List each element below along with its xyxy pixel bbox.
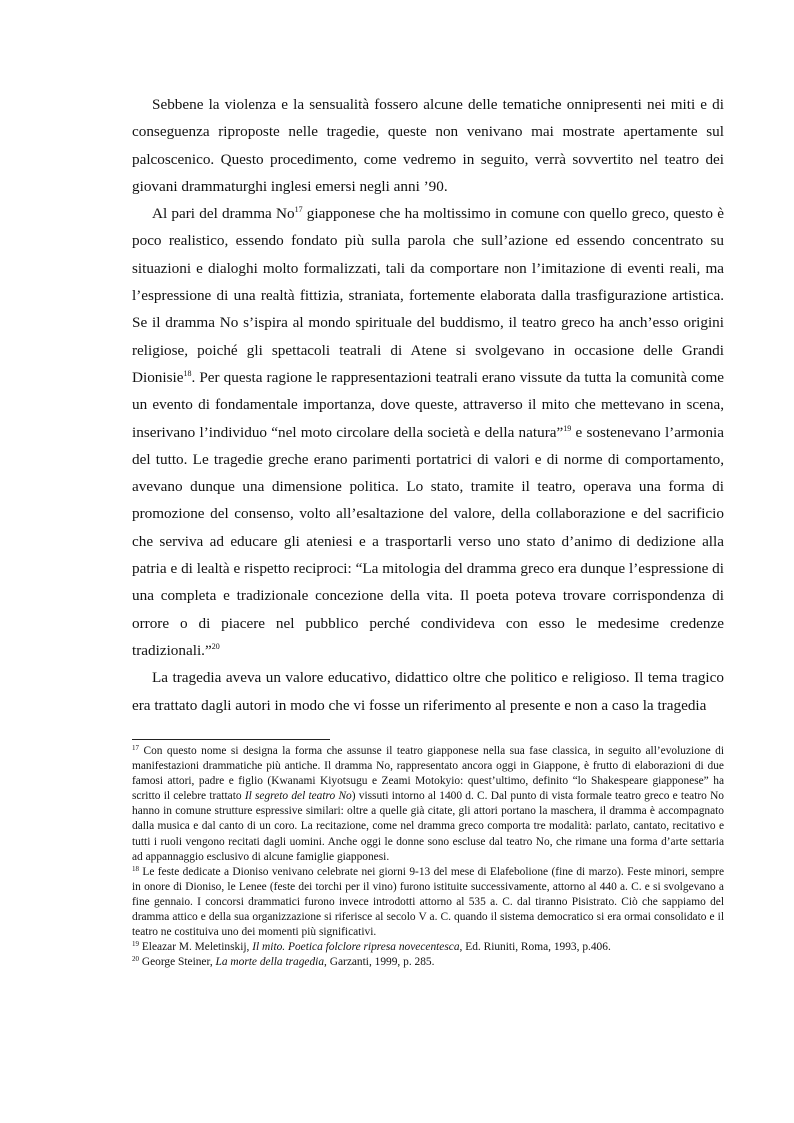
footnote-17 [132,744,724,865]
footnote-ref-17[interactable]: 17 [294,205,303,215]
footnote-19-title: Il mito. Poetica folclore ripresa novecentesca [252,941,460,954]
footnote-18 [132,865,724,940]
footnote-19-text-end: , Ed. Riuniti, Roma, 1993, p.406. [459,941,611,954]
footnote-20 [132,955,724,970]
footnote-ref-18[interactable]: 18 [183,368,192,378]
footnote-20-text-end: , Garzanti, 1999, p. 285. [324,956,435,969]
footnote-ref-19[interactable]: 19 [563,423,572,433]
paragraph-1 [132,91,724,200]
footnotes [132,744,724,970]
paragraph-2-text-d: e sostenevano l’armonia del tutto. Le tragedie greche erano parimenti portatrici di valori e di norme di comportamento, avevano dunque una dimensione politica. Lo stato, tramite il teatro, operava una forma di promozione del consenso, volto all’esaltazione del valore, della collaborazione e del sacrificio che serviva ad educare gli ateniesi e a trasportarli verso uno stato d’animo di dedizione alla patria e di lealtà e rispetto reciproci: “La mitologia del dramma greco era dunque l’espressione di una completa e tradizionale concezione della vita. Il poeta poteva trovare corrispondenza di orrore o di piacere nel pubblico perché condivideva con esso le medesime credenze tradizionali.” [132,423,725,659]
footnote-separator [132,739,330,740]
footnote-number-18: 18 [132,864,139,873]
footnote-20-title: La morte della tragedia [215,956,325,969]
paragraph-2-text-a: Al pari del dramma No [152,205,295,223]
paragraph-2 [132,200,724,664]
paragraph-2-text-c: . Per questa ragione le rappresentazioni teatrali erano vissute da tutta la comunità come un evento di fondamentale importanza, dove queste, attraverso il mito che mettevano in scena, inserivano l’individuo “nel moto circolare della società e della natura” [132,368,724,441]
paragraph-2-text-b: giapponese che ha moltissimo in comune con quello greco, questo è poco realistico, essendo fondato più sulla parola che sull’azione ed essendo concentrato su situazioni e dialoghi molto formalizzati, tali da comportare non l’imitazione di eventi reali, ma l’espressione di una realtà fittizia, straniata, fortemente elaborata dalla trasfigurazione artistica. Se il dramma No s’ispira al mondo spirituale del buddismo, il teatro greco ha anch’esso origini religiose, poiché gli spettacoli teatrali di Atene si svolgevano in occasione delle Grandi Dionisie [132,205,724,386]
footnote-18-text: Le feste dedicate a Dioniso venivano celebrate nei giorni 9-13 del mese di Elafebolione (fine di marzo). Feste minori, sempre in onore di Dioniso, le Lenee (feste dei torchi per il vino) furono istituite successivamente, attorno al 440 a. C. e si svolgevano a fine gennaio. I concorsi drammatici furono invece introdotti attorno al 535 a. C. dal tiranno Pisistrato. Ciò che sappiamo del dramma attico e della sua organizzazione si riferisce al secolo V a. C. quando il sistema democratico si era ormai consolidato e il teatro ne costituiva uno dei momenti più significativi. [132,865,724,939]
footnote-17-text-end: ) vissuti intorno al 1400 d. C. Dal punto di vista formale teatro greco e teatro No hanno in comune strutture espressive similari: oltre a quelle già citate, gli attori portano la maschera, il dramma è accompagnato dalla musica e dal canto di un coro. La recitazione, come nel dramma greco comporta tre modalità: parlato, cantato, recitativo e tutti i ruoli vengono recitati dagli uomini. Anche oggi le donne sono escluse dal teatro No, che rimane una forma d’arte settaria ad appannaggio esclusivo di alcune famiglie giapponesi. [132,790,724,863]
footnote-number-17: 17 [132,744,139,752]
paragraph-1-text: Sebbene la violenza e la sensualità fossero alcune delle tematiche onnipresenti nei miti e di conseguenza riproposte nelle tragedie, queste non venivano mai mostrate apertamente sul palcoscenico. Questo procedimento, come vedremo in seguito, verrà sovvertito nel teatro dei giovani drammaturghi inglesi emersi negli anni ’90. [132,96,724,195]
footnote-20-text: George Steiner, [139,956,216,969]
footnote-number-19: 19 [132,940,139,949]
footnote-ref-20[interactable]: 20 [211,641,220,651]
paragraph-3 [132,664,724,719]
body-text [132,91,724,719]
footnote-19-text: Eleazar M. Meletinskij, [139,941,253,954]
footnote-19 [132,940,724,955]
footnote-17-text: Con questo nome si designa la forma che assunse il teatro giapponese nella sua fase classica, in seguito all’evoluzione di manifestazioni drammatiche più antiche. Il dramma No, rappresentato ancora oggi in Giappone, è frutto di elaborazioni di due famosi attori, padre e figlio (Kwanami Kiyotsugu e Zeami Motokyio: quest’ultimo, definito “lo Shakespeare giapponese” ha scritto il celebre trattato [132,745,724,803]
footnote-17-title: Il segreto del teatro No [244,790,352,803]
paragraph-3-text: La tragedia aveva un valore educativo, didattico oltre che politico e religioso. Il tema tragico era trattato dagli autori in modo che vi fosse un riferimento al presente e non a caso la tragedia [132,669,724,714]
footnote-number-20: 20 [132,955,139,964]
